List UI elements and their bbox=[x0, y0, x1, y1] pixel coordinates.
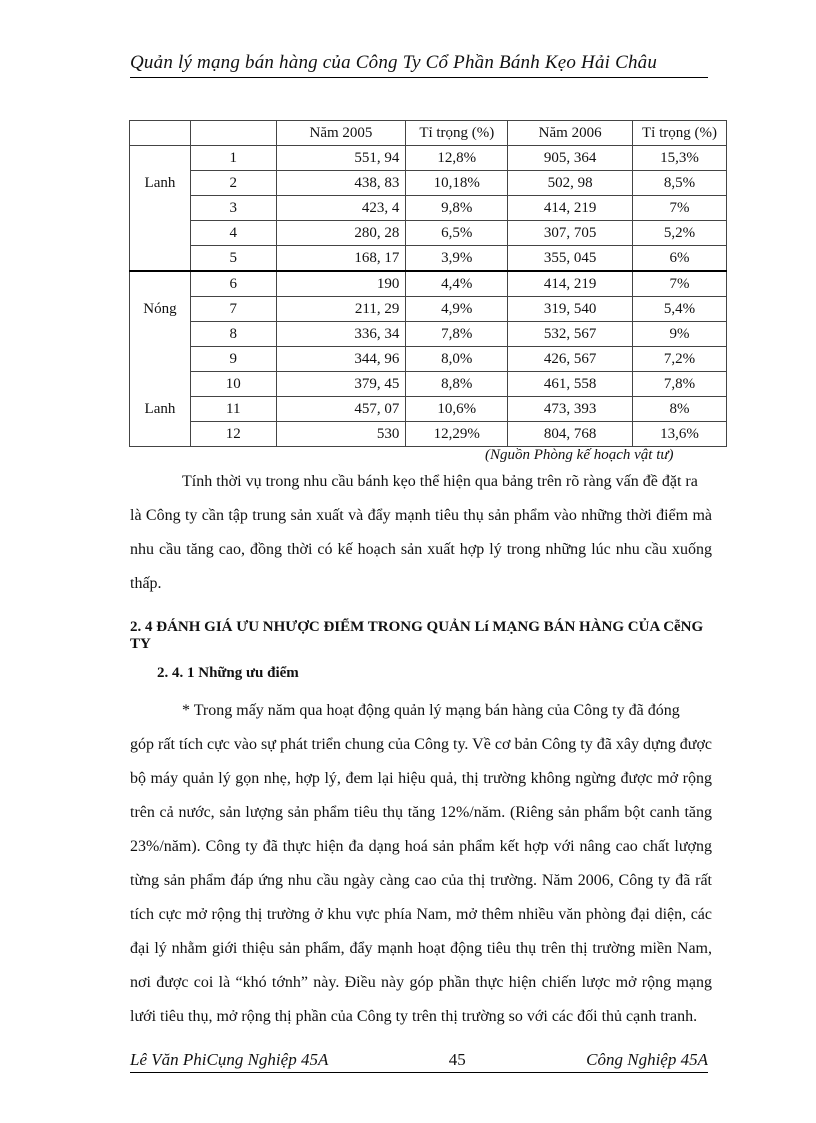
value-2006-cell: 532, 567 bbox=[508, 322, 633, 347]
table-source: (Nguồn Phòng kế hoạch vật tư) bbox=[485, 447, 674, 463]
season-cell: Lanh bbox=[130, 171, 191, 196]
table-row bbox=[130, 171, 727, 196]
footer-divider bbox=[130, 1072, 708, 1073]
value-2006-cell: 473, 393 bbox=[508, 397, 633, 422]
share-2006-cell: 15,3% bbox=[633, 146, 727, 171]
season-cell bbox=[130, 146, 191, 171]
month-cell: 10 bbox=[190, 372, 276, 397]
value-2006-cell: 414, 219 bbox=[508, 271, 633, 297]
paragraph-strengths bbox=[130, 694, 712, 1034]
season-cell bbox=[130, 347, 191, 372]
share-2005-cell: 12,8% bbox=[406, 146, 508, 171]
share-2006-cell: 7% bbox=[633, 196, 727, 221]
value-2005-cell: 551, 94 bbox=[276, 146, 406, 171]
month-cell: 12 bbox=[190, 422, 276, 447]
share-2005-cell: 4,4% bbox=[406, 271, 508, 297]
season-cell bbox=[130, 221, 191, 246]
month-cell: 2 bbox=[190, 171, 276, 196]
month-cell: 8 bbox=[190, 322, 276, 347]
value-2006-cell: 804, 768 bbox=[508, 422, 633, 447]
table-row bbox=[130, 372, 727, 397]
month-cell: 1 bbox=[190, 146, 276, 171]
value-2006-cell: 461, 558 bbox=[508, 372, 633, 397]
share-2005-cell: 8,0% bbox=[406, 347, 508, 372]
value-2005-cell: 344, 96 bbox=[276, 347, 406, 372]
share-2006-cell: 13,6% bbox=[633, 422, 727, 447]
month-cell: 7 bbox=[190, 297, 276, 322]
season-cell bbox=[130, 372, 191, 397]
header-cell bbox=[130, 121, 191, 146]
value-2005-cell: 423, 4 bbox=[276, 196, 406, 221]
month-cell: 11 bbox=[190, 397, 276, 422]
share-2006-cell: 7,2% bbox=[633, 347, 727, 372]
page-number: 45 bbox=[448, 1050, 466, 1069]
share-2005-cell: 6,5% bbox=[406, 221, 508, 246]
share-2006-cell: 7,8% bbox=[633, 372, 727, 397]
value-2005-cell: 211, 29 bbox=[276, 297, 406, 322]
value-2006-cell: 426, 567 bbox=[508, 347, 633, 372]
value-2006-cell: 502, 98 bbox=[508, 171, 633, 196]
value-2005-cell: 168, 17 bbox=[276, 246, 406, 272]
share-2006-cell: 5,4% bbox=[633, 297, 727, 322]
header-cell: Năm 2006 bbox=[508, 121, 633, 146]
header-cell bbox=[190, 121, 276, 146]
share-2006-cell: 7% bbox=[633, 271, 727, 297]
season-cell bbox=[130, 322, 191, 347]
section-heading: 2. 4 ĐÁNH GIÁ ƯU NHƯỢC ĐIỂM TRONG QUẢN Lí MẠNG BÁN HÀNG CỦA CễNG TY bbox=[130, 619, 704, 652]
share-2005-cell: 10,6% bbox=[406, 397, 508, 422]
value-2006-cell: 307, 705 bbox=[508, 221, 633, 246]
season-cell bbox=[130, 196, 191, 221]
season-cell: Lanh bbox=[130, 397, 191, 422]
footer-author: Lê Văn PhiCụng Nghiệp 45A bbox=[130, 1050, 329, 1069]
paragraph-body: góp rất tích cực vào sự phát triển chung của Công ty. Về cơ bản Công ty đã xây dựng được bộ máy quản lý gọn nhẹ, hợp lý, đem lại hiệu quả, thị trường không ngừng được mở rộng trên cả nước, sản lượng sản phẩm tiêu thụ tăng 12%/năm. (Riêng sản phẩm bột canh tăng 23%/năm). Công ty đã thực hiện đa dạng hoá sản phẩm kết hợp với nâng cao chất lượng từng sản phẩm đáp ứng nhu cầu ngày càng cao của thị trường. Năm 2006, Công ty đã rất tích cực mở rộng thị trường ở khu vực phía Nam, mở thêm nhiều văn phòng đại diện, các đại lý nhằm giới thiệu sản phẩm, đẩy mạnh hoạt động tiêu thụ trên thị trường miền Nam, nơi được coi là “khó tớnh” này. Điều này góp phần thực hiện chiến lược mở rộng mạng lưới tiêu thụ, mở rộng thị phần của Công ty trên thị trường so với các đối thủ cạnh tranh. bbox=[130, 736, 712, 1025]
month-cell: 6 bbox=[190, 271, 276, 297]
paragraph-first-line: Tính thời vụ trong nhu cầu bánh kẹo thể hiện qua bảng trên rõ ràng vấn đề đặt ra bbox=[182, 473, 698, 490]
page-footer bbox=[130, 1050, 708, 1070]
table-row bbox=[130, 221, 727, 246]
share-2005-cell: 4,9% bbox=[406, 297, 508, 322]
table-body bbox=[130, 146, 727, 447]
season-cell bbox=[130, 271, 191, 297]
share-2005-cell: 8,8% bbox=[406, 372, 508, 397]
header-cell: Tỉ trọng (%) bbox=[633, 121, 727, 146]
value-2006-cell: 414, 219 bbox=[508, 196, 633, 221]
sales-table bbox=[129, 120, 727, 447]
season-cell bbox=[130, 422, 191, 447]
month-cell: 5 bbox=[190, 246, 276, 272]
value-2006-cell: 355, 045 bbox=[508, 246, 633, 272]
month-cell: 3 bbox=[190, 196, 276, 221]
value-2005-cell: 190 bbox=[276, 271, 406, 297]
value-2005-cell: 280, 28 bbox=[276, 221, 406, 246]
value-2005-cell: 438, 83 bbox=[276, 171, 406, 196]
share-2005-cell: 9,8% bbox=[406, 196, 508, 221]
share-2005-cell: 10,18% bbox=[406, 171, 508, 196]
table-row bbox=[130, 246, 727, 272]
share-2005-cell: 12,29% bbox=[406, 422, 508, 447]
value-2005-cell: 457, 07 bbox=[276, 397, 406, 422]
subsection-heading: 2. 4. 1 Những ưu điểm bbox=[157, 665, 299, 681]
value-2006-cell: 905, 364 bbox=[508, 146, 633, 171]
value-2005-cell: 336, 34 bbox=[276, 322, 406, 347]
table-row bbox=[130, 397, 727, 422]
table-row bbox=[130, 297, 727, 322]
month-cell: 9 bbox=[190, 347, 276, 372]
table-row bbox=[130, 146, 727, 171]
share-2006-cell: 5,2% bbox=[633, 221, 727, 246]
season-cell bbox=[130, 246, 191, 272]
footer-class: Công Nghiệp 45A bbox=[586, 1050, 708, 1069]
table-header-row bbox=[130, 121, 727, 146]
table-row bbox=[130, 196, 727, 221]
header-cell: Tỉ trọng (%) bbox=[406, 121, 508, 146]
share-2006-cell: 6% bbox=[633, 246, 727, 272]
share-2005-cell: 3,9% bbox=[406, 246, 508, 272]
table-row bbox=[130, 422, 727, 447]
table-row bbox=[130, 347, 727, 372]
header-divider bbox=[130, 77, 708, 78]
month-cell: 4 bbox=[190, 221, 276, 246]
paragraph-first-line: * Trong mấy năm qua hoạt động quản lý mạng bán hàng của Công ty đã đóng bbox=[182, 702, 680, 719]
share-2005-cell: 7,8% bbox=[406, 322, 508, 347]
season-cell: Nóng bbox=[130, 297, 191, 322]
share-2006-cell: 8,5% bbox=[633, 171, 727, 196]
paragraph-body: là Công ty cần tập trung sản xuất và đẩy mạnh tiêu thụ sản phẩm vào những thời điểm mà nhu cầu tăng cao, đồng thời có kế hoạch sản xuất hợp lý trong những lúc nhu cầu xuống thấp. bbox=[130, 507, 712, 592]
value-2005-cell: 379, 45 bbox=[276, 372, 406, 397]
header-cell: Năm 2005 bbox=[276, 121, 406, 146]
value-2005-cell: 530 bbox=[276, 422, 406, 447]
value-2006-cell: 319, 540 bbox=[508, 297, 633, 322]
table-row bbox=[130, 271, 727, 297]
share-2006-cell: 9% bbox=[633, 322, 727, 347]
table-row bbox=[130, 322, 727, 347]
paragraph-seasonality bbox=[130, 465, 712, 601]
page-header-title: Quản lý mạng bán hàng của Công Ty Cổ Phần Bánh Kẹo Hải Châu bbox=[130, 52, 658, 73]
share-2006-cell: 8% bbox=[633, 397, 727, 422]
